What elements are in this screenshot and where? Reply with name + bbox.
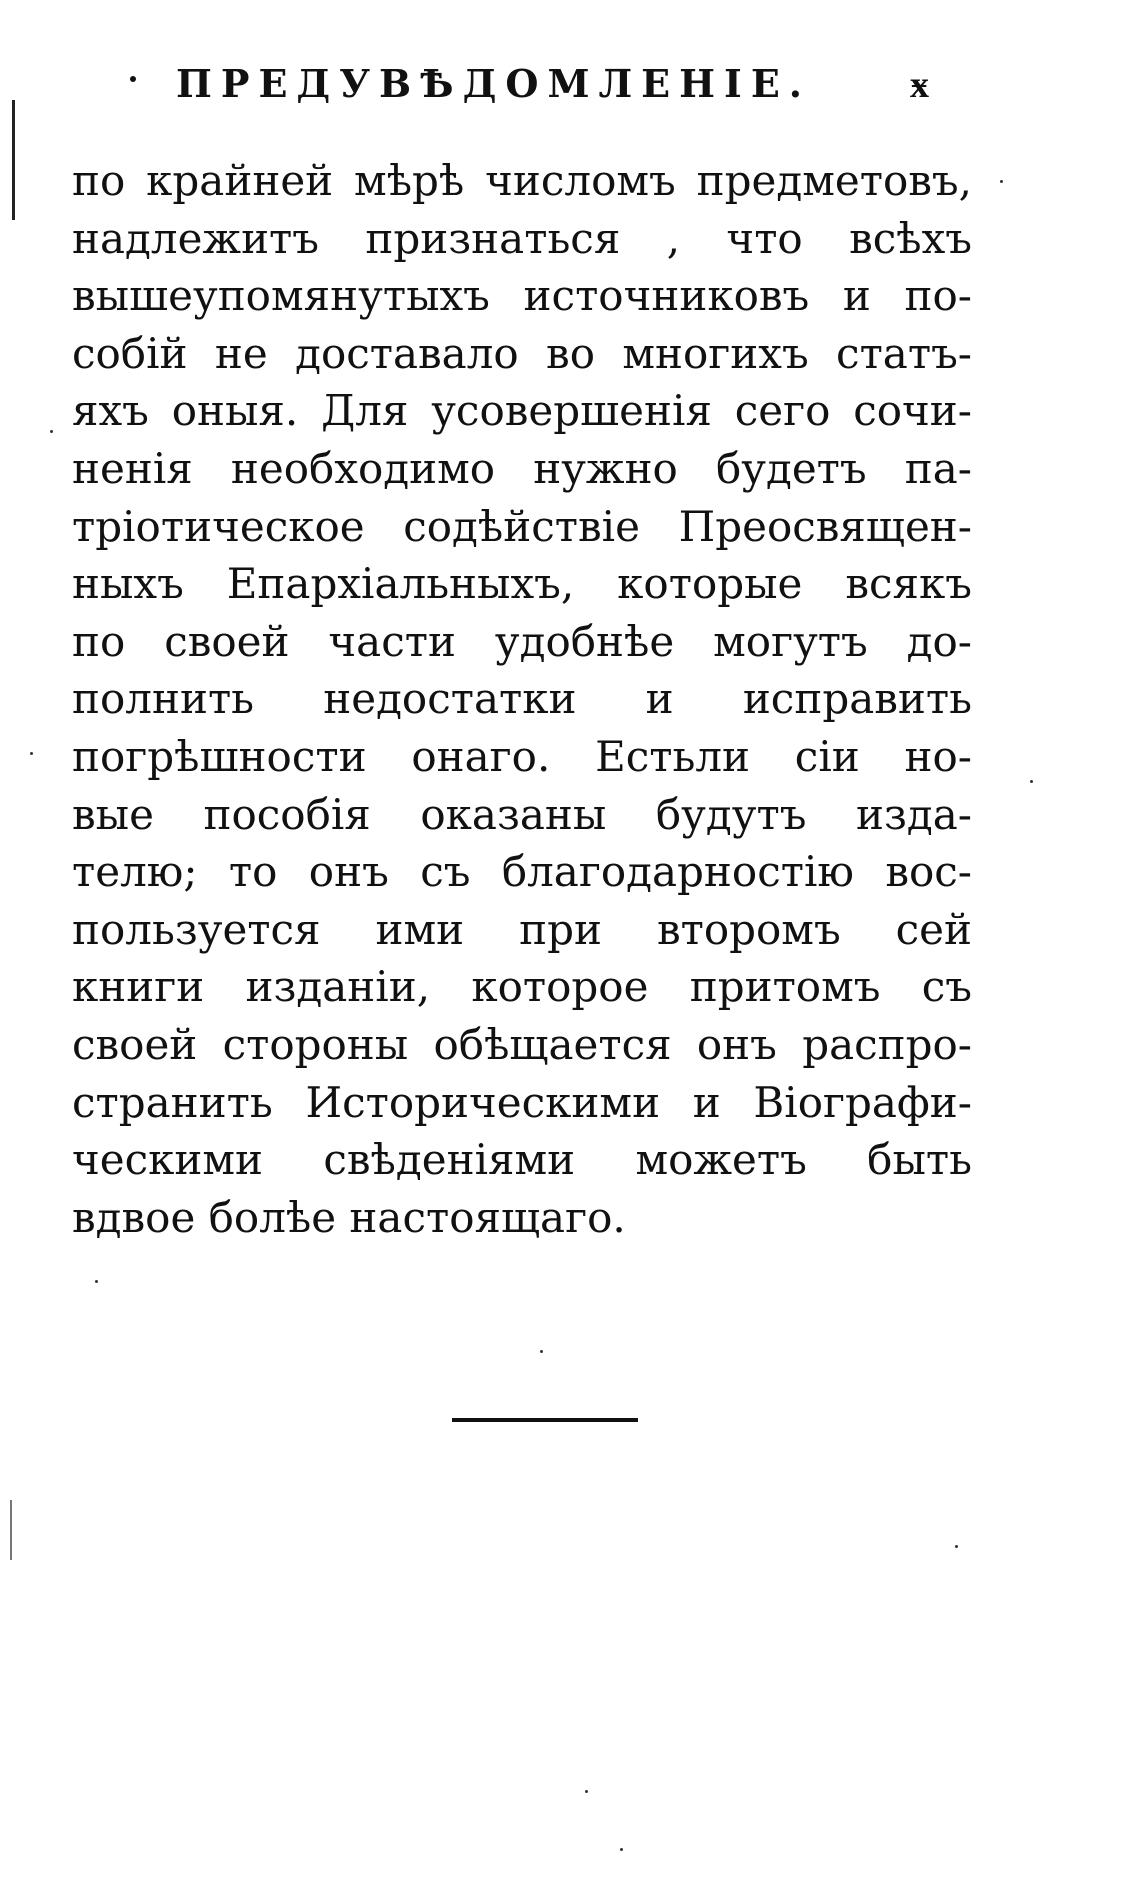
text-line: своей стороны обѣщается онъ распро- xyxy=(72,1019,972,1069)
text-line: погрѣшности онаго. Естьли сіи но- xyxy=(72,731,972,781)
print-speck xyxy=(50,430,53,433)
page-number: ӿ xyxy=(910,61,929,106)
text-line: книги изданіи, которое притомъ съ xyxy=(72,962,972,1012)
text-line: надлежитъ признаться , что всѣхъ xyxy=(72,213,972,263)
print-speck xyxy=(1030,780,1033,783)
print-speck xyxy=(585,1790,588,1793)
text-line: телю; то онъ съ благодарностію вос- xyxy=(72,847,972,897)
text-line: вые пособія оказаны будутъ изда- xyxy=(72,789,972,839)
text-line: пользуется ими при второмъ сей xyxy=(72,904,972,954)
text-line: странить Историческими и Віографи- xyxy=(72,1077,972,1127)
header-ornament-dot xyxy=(130,76,136,82)
print-speck xyxy=(955,1545,958,1548)
page-edge-mark-lower xyxy=(10,1500,12,1560)
running-title: ПРЕДУВѢДОМЛЕНІЕ. xyxy=(176,61,812,106)
print-speck xyxy=(540,1350,543,1353)
running-header xyxy=(0,52,1140,112)
text-line: вдвое болѣе настоящаго. xyxy=(72,1192,626,1242)
text-line: тріотическое содѣйствіе Преосвящен- xyxy=(72,501,972,551)
text-line: по крайней мѣрѣ числомъ предметовъ, xyxy=(72,156,972,205)
text-line: собій не доставало во многихъ статъ- xyxy=(72,328,972,378)
text-line: по своей части удобнѣе могутъ до- xyxy=(72,616,972,666)
text-line: ненія необходимо нужно будетъ па- xyxy=(72,443,972,493)
print-speck xyxy=(30,752,33,755)
text-line: вышеупомянутыхъ источниковъ и по- xyxy=(72,271,972,321)
print-speck xyxy=(95,1280,98,1283)
text-line: ческими свѣденіями можетъ быть xyxy=(72,1135,972,1185)
body-paragraph xyxy=(72,152,972,1246)
print-speck xyxy=(620,1848,623,1851)
page-edge-mark xyxy=(12,100,15,220)
text-line: ныхъ Епархіальныхъ, которые всякъ xyxy=(72,559,972,609)
print-speck xyxy=(1000,180,1003,183)
section-divider-rule xyxy=(452,1418,638,1422)
text-line: полнить недостатки и исправить xyxy=(72,674,972,724)
text-line: яхъ оныя. Для усовершенія сего сочи- xyxy=(72,386,972,436)
